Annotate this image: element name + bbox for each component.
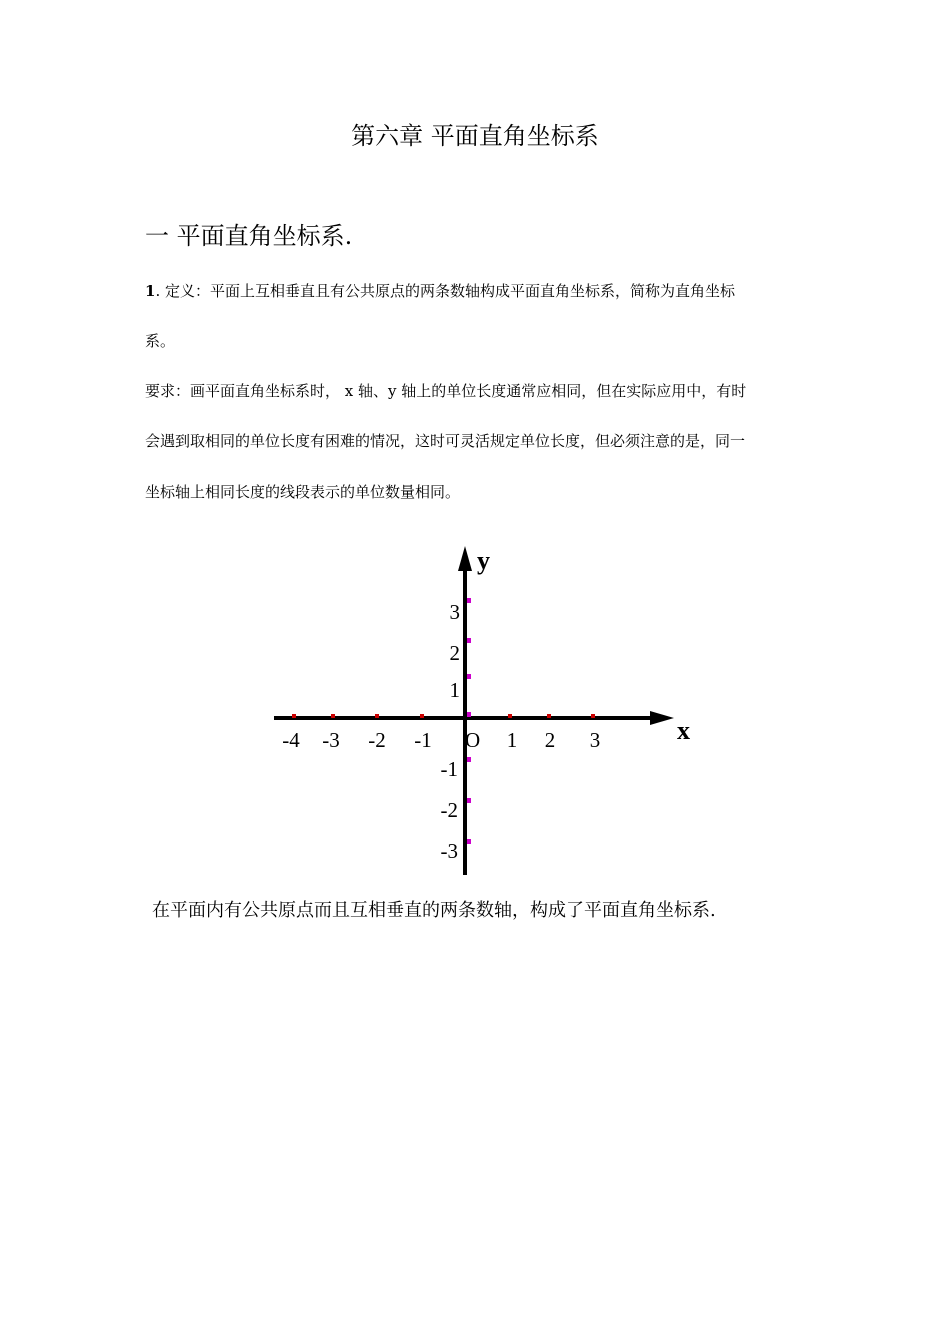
x-tick-mark — [547, 714, 551, 718]
y-tick-mark — [467, 757, 471, 762]
x-tick-mark — [292, 714, 296, 718]
y-tick-label: 1 — [449, 678, 460, 702]
y-tick-mark — [467, 712, 471, 717]
x-tick-label: 2 — [544, 728, 556, 752]
requirement-line-2: 会遇到取相同的单位长度有困难的情况，这时可灵活规定单位长度，但必须注意的是，同一 — [145, 432, 746, 450]
y-tick-label: 2 — [449, 641, 460, 665]
x-tick-label: -1 — [414, 728, 432, 752]
definition-number: 1 — [145, 282, 156, 300]
y-ticks — [467, 598, 471, 844]
y-tick-mark — [467, 674, 471, 679]
x-axis-label: x — [677, 716, 690, 745]
section-heading: 一 平面直角坐标系. — [145, 222, 353, 250]
y-tick-mark — [467, 839, 471, 844]
coordinate-system-figure — [0, 535, 950, 880]
x-tick-label: -3 — [322, 728, 340, 752]
definition-paragraph-continued: 系。 — [145, 332, 176, 350]
y-tick-label: -1 — [440, 757, 458, 781]
y-axis-arrow — [458, 546, 472, 571]
y-tick-mark — [467, 598, 471, 603]
chapter-title: 第六章 平面直角坐标系 — [351, 122, 599, 150]
requirement-line-3: 坐标轴上相同长度的线段表示的单位数量相同。 — [145, 483, 461, 501]
x-tick-mark — [591, 714, 595, 718]
y-tick-label: -2 — [440, 798, 458, 822]
y-tick-mark — [467, 638, 471, 643]
x-tick-mark — [508, 714, 512, 718]
x-tick-label: 1 — [506, 728, 518, 752]
y-tick-label: -3 — [440, 839, 458, 863]
x-tick-label: 3 — [589, 728, 601, 752]
y-axis-label: y — [477, 546, 490, 575]
x-tick-mark — [375, 714, 379, 718]
y-tick-label: 3 — [449, 600, 460, 624]
definition-paragraph — [145, 280, 735, 301]
x-tick-label: -4 — [282, 728, 300, 752]
figure-caption: 在平面内有公共原点而且互相垂直的两条数轴，构成了平面直角坐标系. — [152, 900, 716, 921]
x-tick-label: -2 — [368, 728, 386, 752]
x-tick-mark — [420, 714, 424, 718]
y-tick-mark — [467, 798, 471, 803]
origin-label: O — [465, 728, 481, 752]
definition-text: . 定义：平面上互相垂直且有公共原点的两条数轴构成平面直角坐标系，简称为直角坐标 — [155, 282, 735, 300]
requirement-line-1: 要求：画平面直角坐标系时， x 轴、y 轴上的单位长度通常应相同，但在实际应用中，有时 — [145, 382, 747, 400]
x-axis-arrow — [650, 711, 674, 725]
x-tick-mark — [331, 714, 335, 718]
